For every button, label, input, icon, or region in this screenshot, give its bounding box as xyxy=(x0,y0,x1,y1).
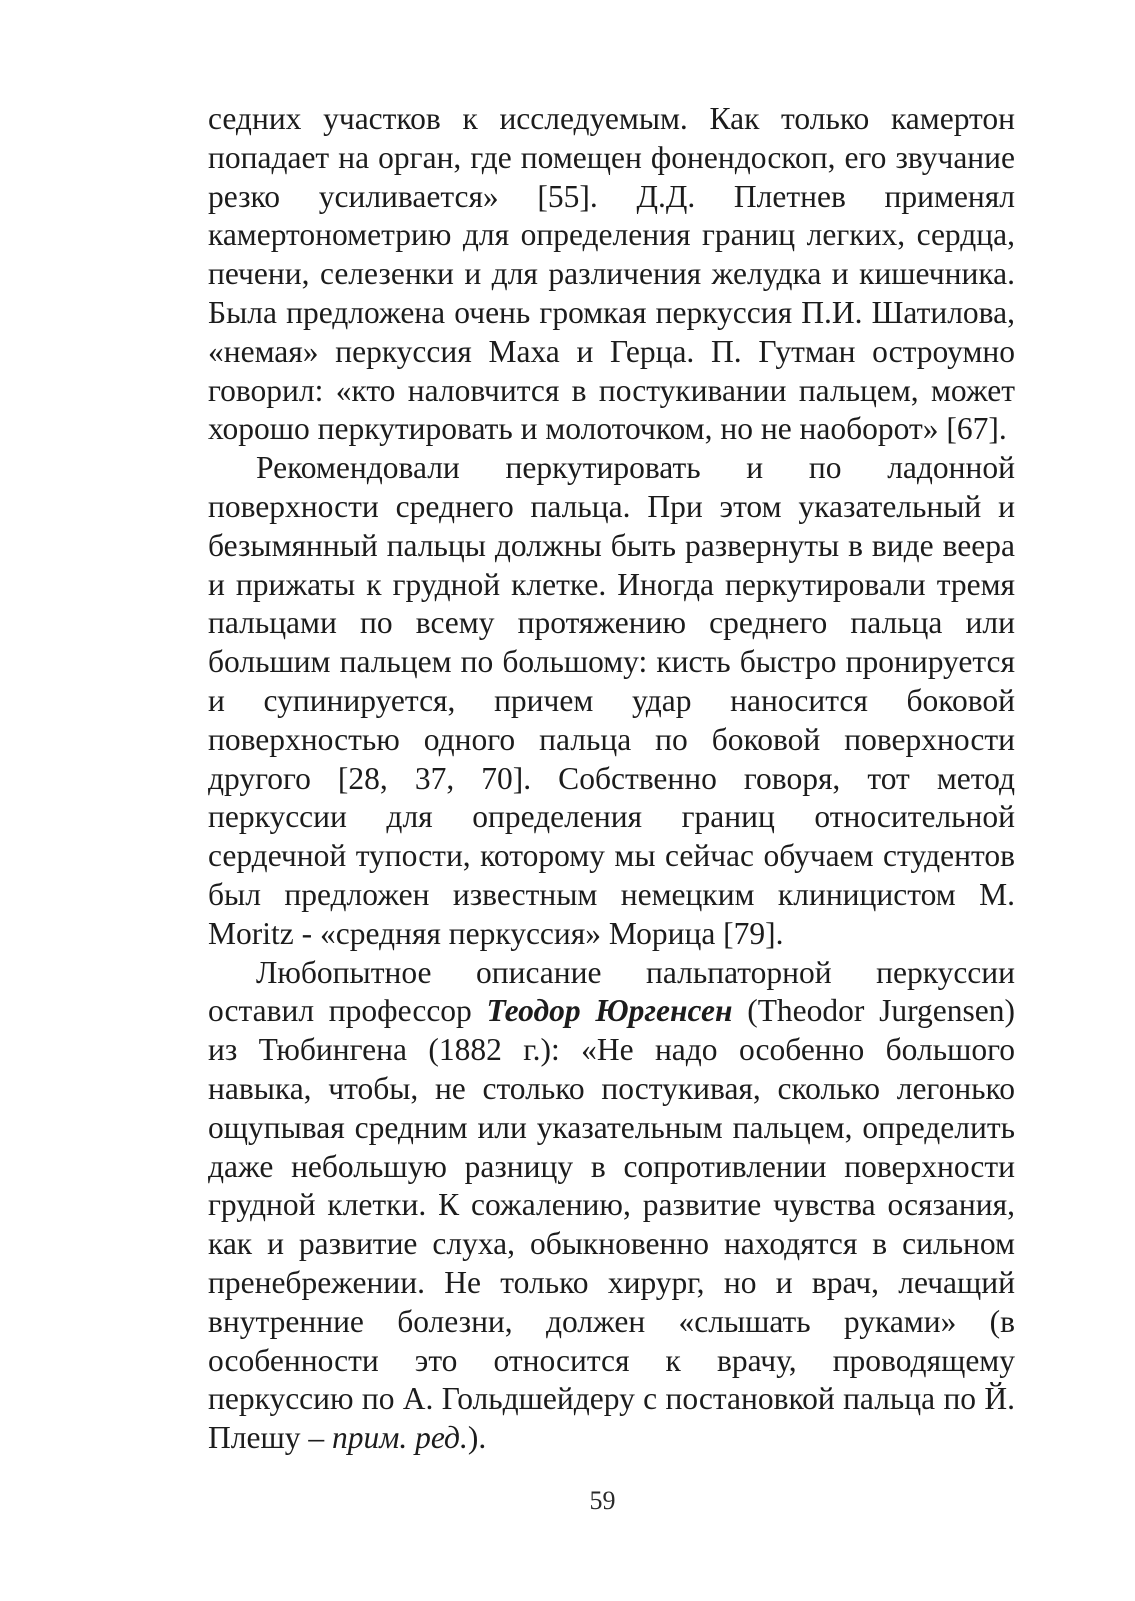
paragraph-3 xyxy=(208,954,1015,1458)
editor-note: прим. ред. xyxy=(331,1420,468,1456)
paragraph-1: седних участков к исследуемым. Как только камертон попадает на орган, где помещен фонендоскоп, его звучание резко усиливается» [55]. Д.Д. Плетнев применял камертонометрию для определения границ легких, сердца, печени, селезенки и для различения желудка и кишечника. Была предложена очень громкая перкуссия П.И. Шатилова, «немая» перкуссия Маха и Герца. П. Гутман остроумно говорил: «кто наловчится в постукивании пальцем, может хорошо перкутировать и молоточком, но не наоборот» [67]. xyxy=(208,101,1015,447)
paragraph-3-text-end: ). xyxy=(467,1420,487,1456)
page-number: 59 xyxy=(589,1486,616,1515)
body-text xyxy=(208,100,1015,1458)
person-name: Теодор Юргенсен xyxy=(486,993,733,1029)
paragraph-3-text-start: Любопытное описание пальпаторной перкуссии оставил профессор xyxy=(208,954,1015,1029)
paragraph-2: Рекомендовали перкутировать и по ладонной поверхности среднего пальца. При этом указательный и безымянный пальцы должны быть развернуты в виде веера и прижаты к грудной клетке. Иногда перкутировали тремя пальцами по всему протяжению среднего пальца или большим пальцем по большому: кисть быстро пронируется и супинируется, причем удар наносится боковой поверхностью одного пальца по боковой поверхности другого [28, 37, 70]. Собственно говоря, тот метод перкуссии для определения границ относительной сердечной тупости, которому мы сейчас обучаем студентов был предложен известным немецким клиницистом M. Moritz - «средняя перкуссия» Морица [79]. xyxy=(208,450,1015,951)
paragraph-3-text-middle: (Theodor Jurgensen) из Тюбингена (1882 г.): «Не надо особенно большого навыка, чтобы, не столько постукивая, сколько легонько ощупывая средним или указательным пальцем, определить даже небольшую разницу в сопротивлении поверхности грудной клетки. К сожалению, развитие чувства осязания, как и развитие слуха, обыкновенно находятся в сильном пренебрежении. Не только хирург, но и врач, лечащий внутренние болезни, должен «слышать руками» (в особенности это относится к врачу, проводящему перкуссию по А. Гольдшейдеру с постановкой пальца по Й. Плешу – xyxy=(208,993,1015,1456)
